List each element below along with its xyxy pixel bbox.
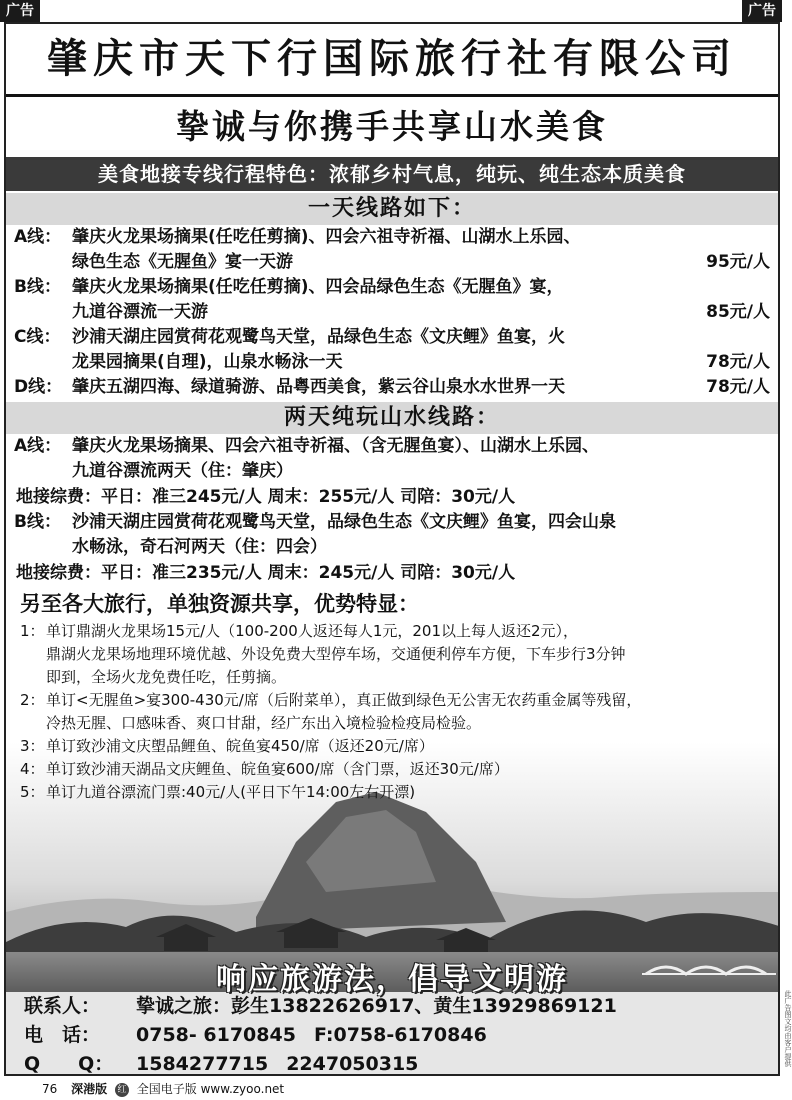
route-text: 肇庆五湖四海、绿道骑游、品粤西美食，紫云谷山泉水水世界一天	[72, 377, 565, 397]
slogan: 挚诚与你携手共享山水美食	[176, 107, 608, 146]
company-name: 肇庆市天下行国际旅行社有限公司	[6, 24, 778, 97]
route-text: 肇庆火龙果场摘果(任吃任剪摘)、四会六祖寺祈福、山湖水上乐园、	[72, 227, 581, 247]
advantages-heading: 另至各大旅行，单独资源共享，优势特显：	[20, 592, 419, 616]
item-line: 单订鼎湖火龙果场15元/人（100-200人返还每人1元，201以上每人返还2元），	[46, 622, 579, 640]
item-line: 单订九道谷漂流门票:40元/人(平日下午14:00左右开漂)	[46, 783, 416, 801]
phone-label: 电 话：	[24, 1024, 101, 1046]
route-text-2: 水畅泳，奇石河两天（住：四会）	[72, 537, 327, 557]
ad-tag-left: 广告	[0, 0, 40, 22]
ad-frame	[4, 22, 780, 1076]
civility-banner: 响应旅游法，倡导文明游	[216, 962, 568, 997]
route-text-2: 绿色生态《无腥鱼》宴一天游	[72, 252, 293, 272]
route-code: A线：	[14, 436, 62, 456]
publisher-logo-icon: 红	[115, 1083, 129, 1097]
item-number: 1：	[20, 622, 45, 640]
item-line: 单订致沙浦文庆塱品鲤鱼、皖鱼宴450/席（返还20元/席）	[46, 737, 434, 755]
item-number: 2：	[20, 691, 45, 709]
two-day-route-b	[6, 510, 778, 560]
ad-tag-right: 广告	[742, 0, 782, 22]
one-day-route-d	[6, 375, 778, 400]
route-code: C线：	[14, 327, 61, 347]
edition-label: 深港版	[71, 1082, 108, 1096]
qq-line	[24, 1050, 778, 1076]
route-text-2: 九道谷漂流两天（住：肇庆）	[72, 461, 293, 481]
route-text-2: 九道谷漂流一天游	[72, 302, 208, 322]
route-price: 78元/人	[706, 352, 770, 372]
advantage-item-4	[16, 758, 778, 781]
feature-bar: 美食地接专线行程特色：浓郁乡村气息，纯玩、纯生态本质美食	[6, 157, 778, 191]
route-price: 95元/人	[706, 252, 770, 272]
route-price: 78元/人	[706, 377, 770, 397]
route-text: 肇庆火龙果场摘果(任吃任剪摘)、四会品绿色生态《无腥鱼》宴，	[72, 277, 564, 297]
contact-label: 联系人：	[24, 995, 101, 1017]
site-link[interactable]: 全国电子版 www.zyoo.net	[136, 1082, 285, 1096]
item-line: 冷热无腥、口感味香、爽口甘甜，经广东出入境检验检疫局检验。	[46, 714, 482, 732]
item-line: 鼎湖火龙果场地理环境优越、外设免费大型停车场，交通便利停车方便，下车步行3分钟	[46, 645, 626, 663]
one-day-route-c	[6, 325, 778, 375]
advantage-item-2	[16, 689, 778, 735]
page-footer	[42, 1080, 284, 1097]
route-text: 沙浦天湖庄园赏荷花观鹭鸟天堂，品绿色生态《文庆鲤》鱼宴，火	[72, 327, 565, 347]
contact-value: 挚诚之旅：彭生13822626917、黄生13929869121	[136, 995, 617, 1017]
route-code: D线：	[14, 377, 63, 397]
route-text: 沙浦天湖庄园赏荷花观鹭鸟天堂，品绿色生态《文庆鲤》鱼宴，四会山泉	[72, 512, 616, 532]
item-number: 4：	[20, 760, 45, 778]
route-code: A线：	[14, 227, 62, 247]
one-day-route-a	[6, 225, 778, 275]
advantages-list	[6, 620, 778, 804]
route-code: B线：	[14, 277, 61, 297]
qq-value-1: 1584277715	[136, 1053, 269, 1075]
route-code: B线：	[14, 512, 61, 532]
one-day-heading: 一天线路如下：	[6, 193, 778, 225]
item-line: 单订致沙浦天湖品文庆鲤鱼、皖鱼宴600/席（含门票，返还30元/席）	[46, 760, 509, 778]
item-number: 3：	[20, 737, 45, 755]
advantage-item-5	[16, 781, 778, 804]
disclaimer-note: 此广告图文均由客户提供	[784, 990, 792, 1067]
item-line: 即到，全场火龙免费任吃，任剪摘。	[46, 668, 287, 686]
route-text-2: 龙果园摘果(自理)，山泉水畅泳一天	[72, 352, 343, 372]
qq-value-2: 2247050315	[286, 1053, 419, 1075]
phone-value: 0758- 6170845	[136, 1024, 296, 1046]
route-text: 肇庆火龙果场摘果、四会六祖寺祈福、（含无腥鱼宴）、山湖水上乐园、	[72, 436, 599, 456]
route-price: 85元/人	[706, 302, 770, 322]
fax-value: F:0758-6170846	[313, 1024, 487, 1046]
advantage-item-3	[16, 735, 778, 758]
two-day-fee-b: 地接综费：平日：准三235元/人 周末：245元/人 司陪：30元/人	[16, 563, 516, 583]
item-number: 5：	[20, 783, 45, 801]
one-day-route-b	[6, 275, 778, 325]
advantage-item-1	[16, 620, 778, 689]
item-line: 单订<无腥鱼>宴300-430元/席（后附菜单），真正做到绿色无公害无农药重金属等残留，	[46, 691, 642, 709]
contact-block	[6, 992, 778, 1076]
phone-line	[24, 1021, 778, 1050]
two-day-fee-a: 地接综费：平日：准三245元/人 周末：255元/人 司陪：30元/人	[16, 487, 516, 507]
two-day-heading: 两天纯玩山水线路：	[6, 402, 778, 434]
page-number: 76	[42, 1082, 58, 1096]
qq-label: Q Q：	[24, 1053, 114, 1075]
two-day-route-a	[6, 434, 778, 484]
